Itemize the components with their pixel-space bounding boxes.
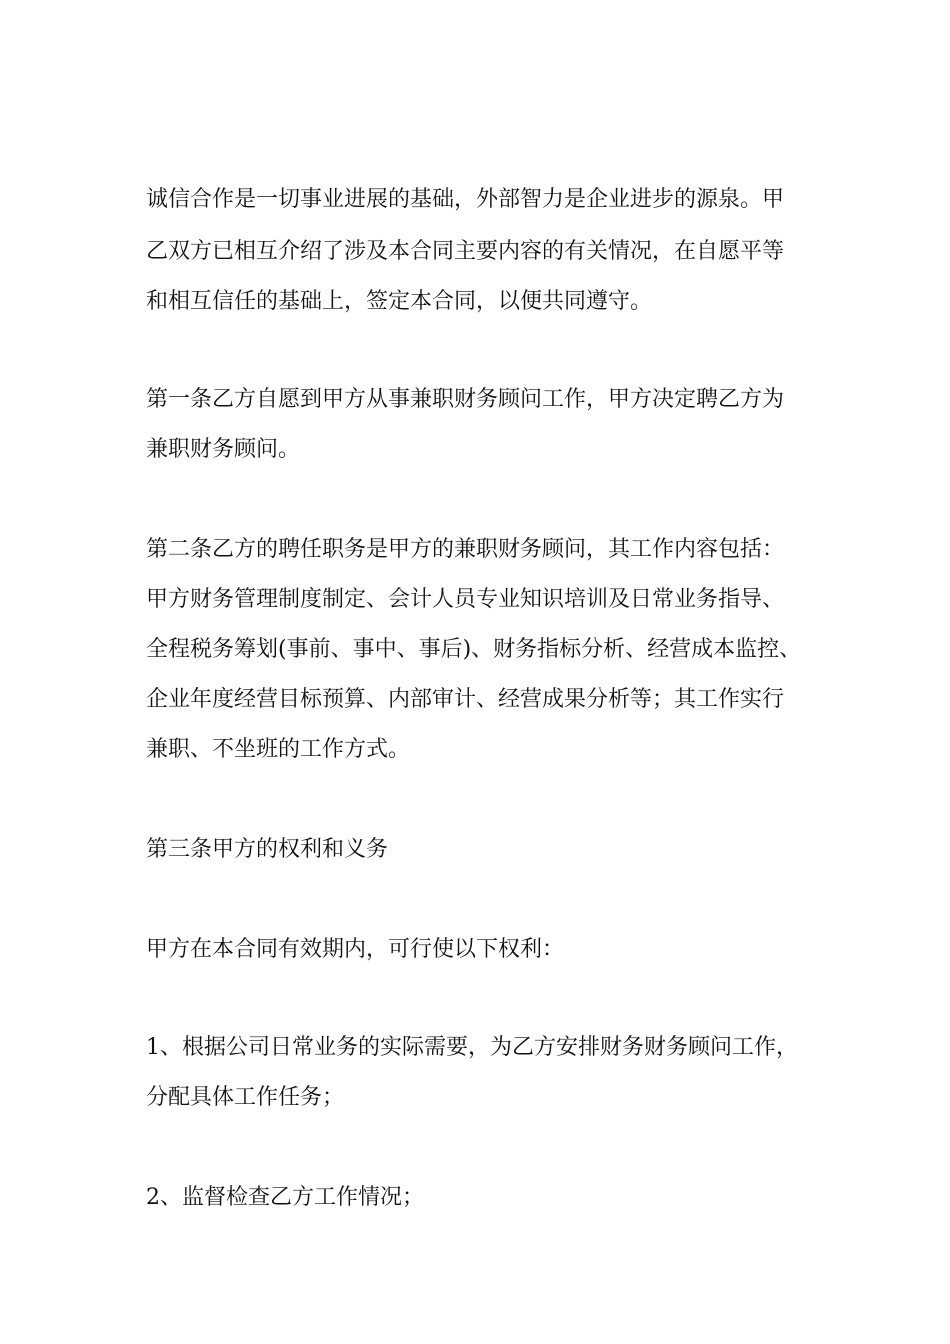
paragraph-intro-line-2: 乙双方已相互介绍了涉及本合同主要内容的有关情况，在自愿平等 <box>146 239 785 264</box>
article-2-line-4: 企业年度经营目标预算、内部审计、经营成果分析等；其工作实行 <box>146 687 785 712</box>
article-3-heading: 第三条甲方的权利和义务 <box>146 837 389 862</box>
article-2-line-1: 第二条乙方的聘任职务是甲方的兼职财务顾问，其工作内容包括： <box>146 537 785 562</box>
rights-item-1-line-2: 分配具体工作任务； <box>146 1085 345 1110</box>
article-2-line-5: 兼职、不坐班的工作方式。 <box>146 737 411 762</box>
article-1-line-1: 第一条乙方自愿到甲方从事兼职财务顾问工作，甲方决定聘乙方为 <box>146 387 785 412</box>
article-1-line-2: 兼职财务顾问。 <box>146 437 301 462</box>
rights-item-1-line-1: 1、根据公司日常业务的实际需要，为乙方安排财务财务顾问工作， <box>146 1035 798 1060</box>
article-2-line-3: 全程税务筹划(事前、事中、事后)、财务指标分析、经营成本监控、 <box>146 637 802 662</box>
rights-item-2-line-1: 2、监督检查乙方工作情况； <box>146 1185 424 1210</box>
article-2-line-2: 甲方财务管理制度制定、会计人员专业知识培训及日常业务指导、 <box>146 587 785 612</box>
party-a-rights-intro: 甲方在本合同有效期内，可行使以下权利： <box>146 937 565 962</box>
paragraph-intro-line-1: 诚信合作是一切事业进展的基础，外部智力是企业进步的源泉。甲 <box>146 187 785 212</box>
paragraph-intro-line-3: 和相互信任的基础上，签定本合同，以便共同遵守。 <box>146 289 653 314</box>
